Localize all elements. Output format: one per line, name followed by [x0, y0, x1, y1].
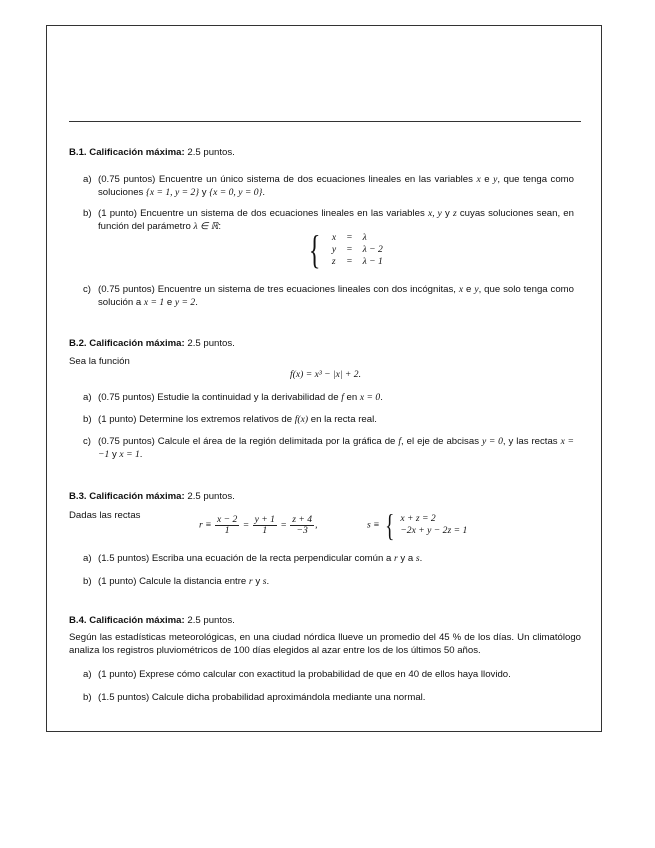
b1-c-label: c): [83, 284, 91, 295]
b2-intro: Sea la función: [69, 356, 130, 367]
b4-item-b: [84, 692, 574, 705]
s-brace: {: [385, 507, 395, 543]
b2-item-a: [84, 392, 574, 405]
fraction-y: $\frac{y + 1}{1}$: [254, 514, 275, 536]
b2-points: 2.5 puntos.: [184, 338, 235, 349]
b3-title: B.3. Calificación máxima:: [69, 491, 185, 502]
system-table: x = λ y = λ − 2 z = λ − 1: [331, 232, 383, 267]
b1-item-a: [84, 174, 574, 199]
exam-page: [46, 25, 602, 732]
b1-system: [305, 227, 388, 272]
b4-intro: Según las estadísticas meteorológicas, en una ciudad nórdica llueve un promedio del 45 % de los días. Un climatólogo analiza los registros pluviométricos de 100 días elegidos al azar entre los de los últimos 50 años.: [69, 632, 581, 656]
b4-b-text: (1.5 puntos) Calcule dicha probabilidad aproximándola mediante una normal.: [98, 692, 426, 703]
b2-b-text: (1 punto) Determine los extremos relativos de f(x) en la recta real.: [98, 414, 377, 425]
b2-function: f(x) = x³ − |x| + 2.: [290, 369, 361, 380]
b2-heading: [69, 338, 235, 349]
b2-a-text: (0.75 puntos) Estudie la continuidad y la derivabilidad de f en x = 0.: [98, 392, 383, 403]
b4-b-label: b): [83, 692, 92, 703]
b1-title: B.1. Calificación máxima:: [69, 147, 185, 158]
header-rule: [69, 121, 581, 122]
b1-c-text: (0.75 puntos) Encuentre un sistema de tres ecuaciones lineales con dos incógnitas, x e y, que solo tenga como solución a x = 1 e y = 2.: [98, 284, 574, 308]
b1-a-label: a): [83, 174, 92, 185]
fraction-z: $\frac{z + 4}{-3}$: [292, 514, 313, 536]
b4-a-label: a): [83, 669, 92, 680]
b2-title: B.2. Calificación máxima:: [69, 338, 185, 349]
b1-a-text: (0.75 puntos) Encuentre un único sistema de dos ecuaciones lineales en las variables x e y, que tenga como soluciones {x = 1, y = 2} y {x = 0, y = 0}.: [98, 174, 574, 198]
b3-b-text: (1 punto) Calcule la distancia entre r y s.: [98, 576, 270, 587]
b2-c-label: c): [83, 436, 91, 447]
b3-a-text: (1.5 puntos) Escriba una ecuación de la recta perpendicular común a r y a s.: [98, 553, 423, 564]
b3-heading: [69, 491, 235, 502]
b4-heading: [69, 615, 235, 626]
line-r-equation: r ≡ $\frac{x - 2}{1}$ = $\frac{y + 1}{1}$ = $\frac{z + 4}{-3}$ ,: [199, 514, 318, 536]
line-s-equation: s ≡ { x + z = 2 −2x + y − 2z = 1: [367, 507, 468, 543]
b1-item-c: [84, 284, 574, 309]
b3-points: 2.5 puntos.: [184, 491, 235, 502]
b3-b-label: b): [83, 576, 92, 587]
b2-a-label: a): [83, 392, 92, 403]
system-brace: {: [308, 227, 321, 272]
b1-points: 2.5 puntos.: [184, 147, 235, 158]
b3-intro: Dadas las rectas: [69, 510, 141, 521]
b1-b-text: (1 punto) Encuentre un sistema de dos ecuaciones lineales en las variables x, y y z cuyas soluciones sean, en función del parámetro λ ∈ ℝ:: [98, 208, 574, 232]
b3-item-a: [84, 553, 574, 566]
b1-heading: [69, 147, 235, 158]
b3-item-b: [84, 576, 574, 589]
b4-title: B.4. Calificación máxima:: [69, 615, 185, 626]
b4-points: 2.5 puntos.: [184, 615, 235, 626]
b3-a-label: a): [83, 553, 92, 564]
b2-c-text: (0.75 puntos) Calcule el área de la región delimitada por la gráfica de f, el eje de abcisas y = 0, y las rectas x = −1 y x = 1.: [98, 436, 575, 460]
b4-a-text: (1 punto) Exprese cómo calcular con exactitud la probabilidad de que en 40 de ellos haya llovido.: [98, 669, 511, 680]
b2-item-b: [84, 414, 574, 427]
b4-item-a: [84, 669, 574, 682]
b2-item-c: [84, 436, 574, 461]
b1-b-label: b): [83, 208, 92, 219]
b2-b-label: b): [83, 414, 92, 425]
fraction-x: $\frac{x - 2}{1}$: [217, 514, 238, 536]
